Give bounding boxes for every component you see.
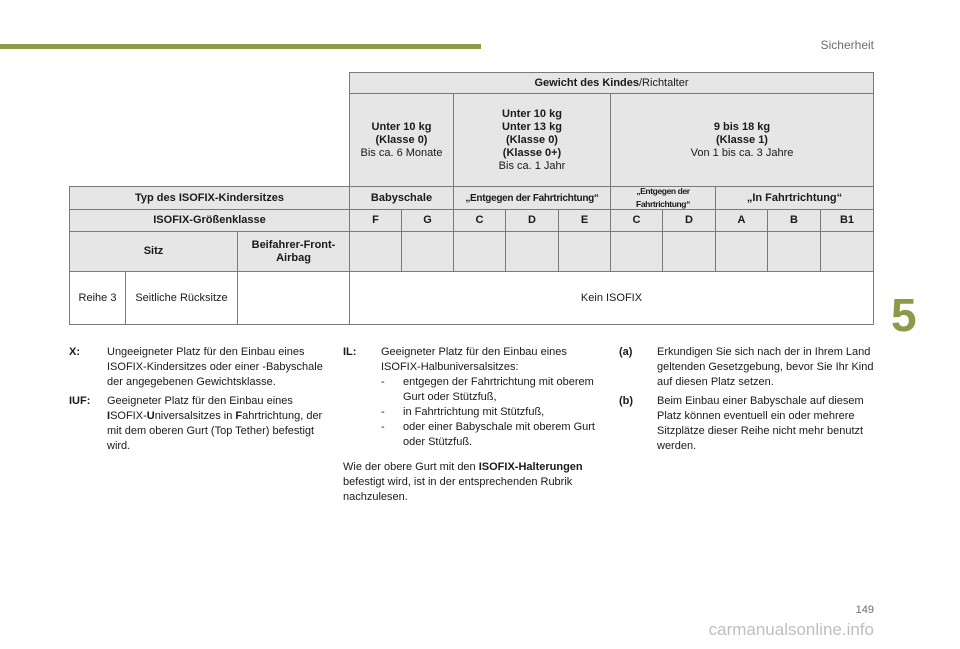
notes-column-2 xyxy=(343,345,601,505)
page-number: 149 xyxy=(855,604,874,616)
size-class: C xyxy=(611,210,663,232)
size-class: C xyxy=(454,210,506,232)
empty-cell xyxy=(454,232,506,272)
section-color-bar xyxy=(0,44,481,49)
note-text: Erkundigen Sie sich nach der in Ihrem Land geltenden Gesetzgebung, bevor Sie Ihr Kind auf diesen Platz setzen. xyxy=(657,346,874,388)
note-label: IUF: xyxy=(69,395,91,407)
row-reihe-3: Reihe 3 xyxy=(70,272,126,325)
note-label: (a) xyxy=(619,346,633,358)
size-class: F xyxy=(350,210,402,232)
size-class: G xyxy=(402,210,454,232)
empty-cell xyxy=(559,232,611,272)
weight-col-1: Unter 10 kg (Klasse 0) Bis ca. 6 Monate xyxy=(350,94,454,187)
note-list-item: oder einer Babyschale mit oberem Gurt oder Stützfuß. xyxy=(403,421,595,448)
empty-cell xyxy=(821,232,874,272)
type-forward: „In Fahrtrichtung“ xyxy=(716,187,874,210)
airbag-label: Beifahrer-Front-Airbag xyxy=(238,232,350,272)
size-class: E xyxy=(559,210,611,232)
size-class: A xyxy=(716,210,768,232)
size-class: B1 xyxy=(821,210,874,232)
seat-label: Sitz xyxy=(70,232,238,272)
note-text: Geeigneter Platz für den Einbau eines ISOFIX-Universalsitzes in Fahrtrichtung, der mit dem oberen Gurt (Top Tether) befestigt wird. xyxy=(107,395,323,452)
row-seat-position: Seitliche Rücksitze xyxy=(126,272,238,325)
type-label: Typ des ISOFIX-Kindersitzes xyxy=(70,187,350,210)
halterungen-note: Wie der obere Gurt mit den ISOFIX-Halterungen befestigt wird, ist in der entsprechenden Rubrik nachzulesen. xyxy=(343,461,583,503)
size-label: ISOFIX-Größenklasse xyxy=(70,210,350,232)
empty-cell xyxy=(238,272,350,325)
empty-cell xyxy=(768,232,821,272)
empty-cell xyxy=(402,232,454,272)
notes-column-3 xyxy=(619,345,874,458)
chapter-number: 5 xyxy=(891,289,917,341)
note-label: X: xyxy=(69,346,80,358)
note-list-item: entgegen der Fahrtrichtung mit oberem Gurt oder Stützfuß, xyxy=(403,376,594,403)
note-text: Geeigneter Platz für den Einbau eines ISOFIX-Halbuniversalsitzes: - entgegen der Fahrtrichtung mit oberem Gurt oder Stützfuß, - in Fahrtrichtung mit Stützfuß, - oder einer Babyschale mit oberem Gurt oder Stützfuß. xyxy=(381,345,601,450)
type-rearward-2: „Entgegen der Fahrtrichtung“ xyxy=(611,187,716,210)
note-text: Ungeeigneter Platz für den Einbau eines ISOFIX-Kindersitzes oder einer -Babyschale der angegebenen Gewichtsklasse. xyxy=(107,346,323,388)
weight-header: Gewicht des Kindes/Richtalter xyxy=(350,73,874,94)
type-babyschale: Babyschale xyxy=(350,187,454,210)
empty-cell xyxy=(716,232,768,272)
notes-column-1 xyxy=(69,345,324,458)
note-label: (b) xyxy=(619,395,634,407)
weight-col-3: 9 bis 18 kg (Klasse 1) Von 1 bis ca. 3 Jahre xyxy=(611,94,874,187)
watermark: carmanualsonline.info xyxy=(708,620,874,639)
kein-isofix: Kein ISOFIX xyxy=(350,272,874,325)
type-rearward-1: „Entgegen der Fahrtrichtung“ xyxy=(454,187,611,210)
weight-col-2: Unter 10 kg Unter 13 kg (Klasse 0) (Klasse 0+) Bis ca. 1 Jahr xyxy=(454,94,611,187)
section-title: Sicherheit xyxy=(820,38,874,52)
size-class: D xyxy=(663,210,716,232)
empty-cell xyxy=(506,232,559,272)
empty-cell xyxy=(663,232,716,272)
size-class: B xyxy=(768,210,821,232)
note-list-item: in Fahrtrichtung mit Stützfuß, xyxy=(403,406,545,418)
size-class: D xyxy=(506,210,559,232)
empty-cell xyxy=(611,232,663,272)
note-text: Beim Einbau einer Babyschale auf diesem Platz können eventuell ein oder mehrere Sitzplätze dieser Reihe nicht mehr benutzt werden. xyxy=(657,395,864,452)
empty-cell xyxy=(350,232,402,272)
note-label: IL: xyxy=(343,346,357,358)
